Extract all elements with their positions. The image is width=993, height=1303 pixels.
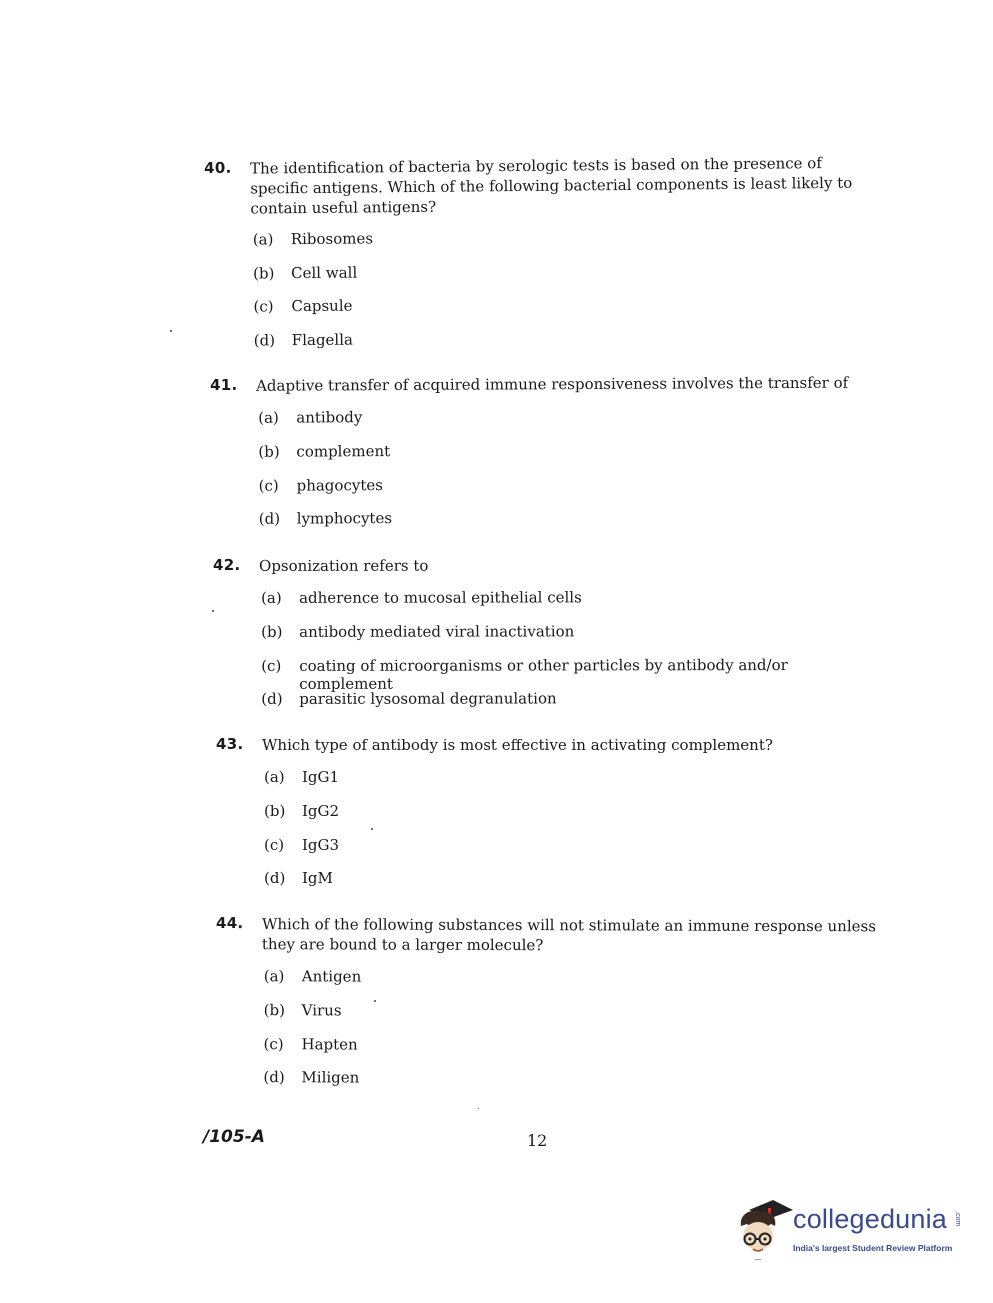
question-number: 41.	[210, 375, 238, 394]
question-number: 40.	[204, 158, 232, 177]
question-header	[204, 153, 875, 219]
options-list	[213, 578, 873, 714]
option-label: (c)	[263, 1034, 284, 1053]
option-text: Cell wall	[291, 263, 358, 282]
option-text: antibody	[296, 408, 363, 427]
option-label: (d)	[261, 690, 283, 709]
option-text: Flagella	[291, 330, 353, 349]
option-label: (a)	[258, 408, 279, 427]
question-43	[216, 735, 836, 893]
option-text: Miligen	[301, 1068, 360, 1087]
option-text: adherence to mucosal epithelial cells	[299, 588, 582, 607]
question-header	[213, 555, 873, 576]
option-text: phagocytes	[296, 475, 383, 495]
option-c	[216, 826, 836, 860]
option-label: (d)	[258, 510, 281, 529]
options-list	[216, 758, 836, 893]
option-d	[211, 497, 851, 534]
question-44	[215, 914, 886, 1095]
option-b	[210, 429, 850, 466]
option-label: (a)	[252, 230, 274, 249]
question-40	[204, 153, 876, 355]
scan-speck	[478, 1108, 479, 1109]
scan-speck	[170, 330, 172, 332]
question-text: Which of the following substances will not stimulate an immune response unless they are bound to a larger molecule?	[261, 915, 876, 955]
option-label: (c)	[264, 835, 285, 854]
question-number: 44.	[215, 914, 244, 933]
question-number: 43.	[216, 735, 244, 753]
brand-domain: .com	[954, 1211, 961, 1227]
option-text: parasitic lysosomal degranulation	[299, 689, 557, 709]
option-label: (d)	[263, 1068, 285, 1087]
option-label: (a)	[261, 588, 282, 607]
question-text: Adaptive transfer of acquired immune responsiveness involves the transfer of	[256, 373, 849, 395]
option-label: (a)	[264, 768, 285, 786]
option-text: complement	[296, 441, 391, 461]
option-text: Antigen	[301, 967, 362, 986]
option-text: lymphocytes	[296, 509, 393, 528]
question-header	[210, 373, 850, 396]
option-label: (b)	[253, 263, 275, 283]
option-c	[210, 463, 850, 500]
question-41	[210, 373, 851, 535]
option-b	[216, 792, 836, 826]
option-text: Virus	[301, 1001, 342, 1020]
option-c	[213, 645, 873, 693]
option-a	[213, 578, 873, 613]
scan-speck	[212, 610, 214, 612]
option-d	[213, 679, 873, 714]
option-label: (d)	[253, 330, 276, 350]
question-text: Opsonization refers to	[259, 556, 429, 575]
page-number: 12	[527, 1131, 548, 1150]
option-label: (c)	[253, 297, 274, 316]
option-b	[216, 991, 886, 1027]
options-list	[205, 215, 876, 355]
option-label: (b)	[263, 1000, 286, 1020]
option-text: IgG3	[302, 835, 340, 854]
option-d	[215, 1058, 885, 1094]
option-c	[215, 1025, 885, 1061]
option-a	[216, 758, 836, 792]
question-header	[216, 735, 836, 755]
paper-code: /105-A	[203, 1127, 265, 1147]
collegedunia-watermark	[735, 1196, 965, 1266]
option-label: (b)	[264, 801, 286, 820]
option-label: (d)	[264, 869, 286, 888]
option-label: (c)	[258, 476, 279, 495]
question-text: The identification of bacteria by serologic tests is based on the presence of specific antigens. Which of the following bacterial components is least likely to contain useful antigens?	[250, 154, 853, 218]
option-text: Capsule	[291, 296, 353, 316]
brand-tagline: India's largest Student Review Platform	[793, 1243, 953, 1253]
question-header	[216, 914, 886, 956]
options-list	[215, 957, 885, 1095]
option-text: antibody mediated viral inactivation	[299, 622, 575, 641]
mascot-logo-icon	[735, 1196, 795, 1260]
question-42	[213, 555, 873, 714]
option-text: Hapten	[301, 1034, 358, 1054]
option-d	[206, 315, 876, 355]
option-text: IgM	[302, 869, 333, 888]
option-label: (b)	[258, 442, 280, 461]
option-a	[210, 396, 850, 433]
option-text: IgG2	[302, 801, 340, 820]
option-label: (a)	[263, 967, 285, 986]
option-text: IgG1	[302, 768, 340, 786]
option-b	[213, 612, 873, 647]
brand-name: collegedunia	[793, 1204, 948, 1234]
question-number: 42.	[213, 555, 241, 574]
option-label: (b)	[261, 622, 283, 641]
option-text: Ribosomes	[290, 229, 374, 249]
scan-speck	[374, 1000, 376, 1002]
question-text: Which type of antibody is most effective in activating complement?	[262, 736, 773, 754]
scan-speck	[371, 828, 373, 830]
option-text: coating of microorganisms or other particles by antibody and/or complement	[299, 655, 788, 693]
option-d	[216, 859, 836, 893]
options-list	[210, 396, 851, 535]
option-label: (c)	[261, 656, 282, 675]
option-a	[216, 957, 886, 993]
